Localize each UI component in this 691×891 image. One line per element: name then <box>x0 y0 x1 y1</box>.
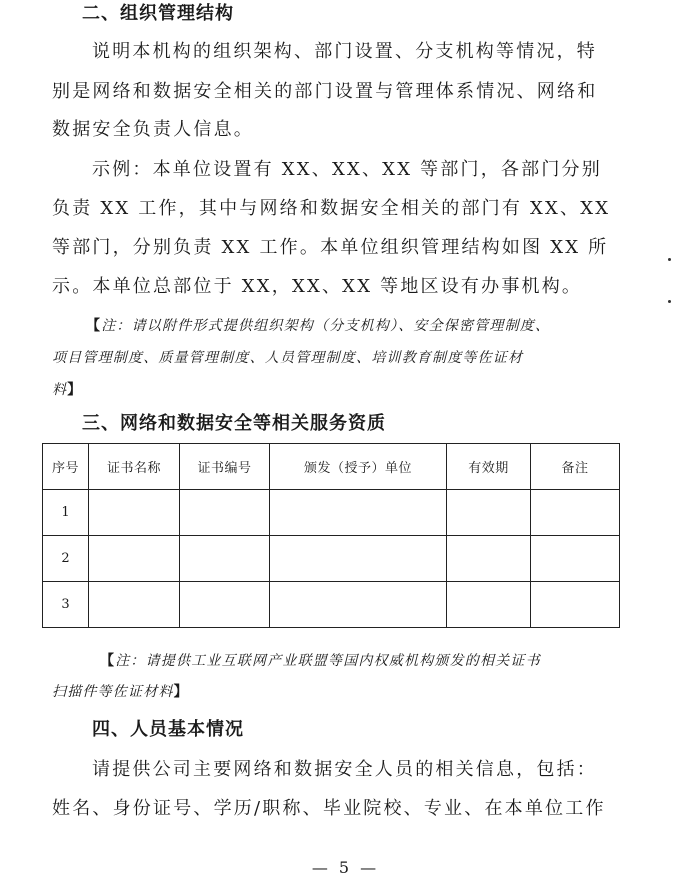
note-line: 料】 <box>52 382 83 398</box>
paragraph-line: 请提供公司主要网络和数据安全人员的相关信息，包括： <box>92 759 597 780</box>
note-line: 【注：请以附件形式提供组织架构（分支机构）、安全保密管理制度、 <box>86 318 551 334</box>
paragraph-line: 等部门，分别负责 XX 工作。本单位组织管理结构如图 XX 所 <box>52 237 609 258</box>
table-cell: 3 <box>43 582 89 628</box>
table-cell <box>89 536 180 582</box>
note-line: 项目管理制度、质量管理制度、人员管理制度、培训教育制度等佐证材 <box>52 350 524 366</box>
scan-speck <box>668 300 671 303</box>
header-cert-name: 证书名称 <box>89 444 180 490</box>
qualification-table <box>42 443 620 628</box>
table-cell <box>447 490 531 536</box>
table-cell <box>447 582 531 628</box>
table-cell: 1 <box>43 490 89 536</box>
table-cell <box>270 582 447 628</box>
header-remarks: 备注 <box>531 444 620 490</box>
table-header-row <box>43 444 620 490</box>
table-cell <box>531 536 620 582</box>
table-cell <box>531 582 620 628</box>
table-cell <box>89 582 180 628</box>
paragraph-line: 示。本单位总部位于 XX，XX、XX 等地区设有办事机构。 <box>52 276 583 297</box>
note-line: 【注：请提供工业互联网产业联盟等国内权威机构颁发的相关证书 <box>100 653 541 669</box>
section-2-heading: 二、组织管理结构 <box>82 3 234 24</box>
paragraph-line: 说明本机构的组织架构、部门设置、分支机构等情况，特 <box>92 41 597 62</box>
header-validity: 有效期 <box>447 444 531 490</box>
table-cell <box>270 490 447 536</box>
paragraph-line: 姓名、身份证号、学历/职称、毕业院校、专业、在本单位工作 <box>52 798 606 819</box>
paragraph-line: 数据安全负责人信息。 <box>52 119 254 140</box>
section-4-heading: 四、人员基本情况 <box>92 719 244 740</box>
header-issuer: 颁发（授予）单位 <box>270 444 447 490</box>
table-cell <box>180 536 270 582</box>
note-line: 扫描件等佐证材料】 <box>52 684 189 700</box>
table-cell: 2 <box>43 536 89 582</box>
paragraph-line: 负责 XX 工作，其中与网络和数据安全相关的部门有 XX、XX <box>52 198 611 219</box>
table-row <box>43 490 620 536</box>
table-row <box>43 536 620 582</box>
header-index: 序号 <box>43 444 89 490</box>
header-cert-number: 证书编号 <box>180 444 270 490</box>
table-cell <box>89 490 180 536</box>
scan-speck <box>668 258 671 261</box>
page-number: — 5 — <box>311 858 380 877</box>
table-cell <box>447 536 531 582</box>
table-cell <box>531 490 620 536</box>
table-cell <box>180 490 270 536</box>
section-3-heading: 三、网络和数据安全等相关服务资质 <box>82 413 386 434</box>
table-cell <box>180 582 270 628</box>
paragraph-line: 别是网络和数据安全相关的部门设置与管理体系情况、网络和 <box>52 81 598 102</box>
paragraph-line: 示例：本单位设置有 XX、XX、XX 等部门，各部门分别 <box>92 159 602 180</box>
table-cell <box>270 536 447 582</box>
table-row <box>43 582 620 628</box>
